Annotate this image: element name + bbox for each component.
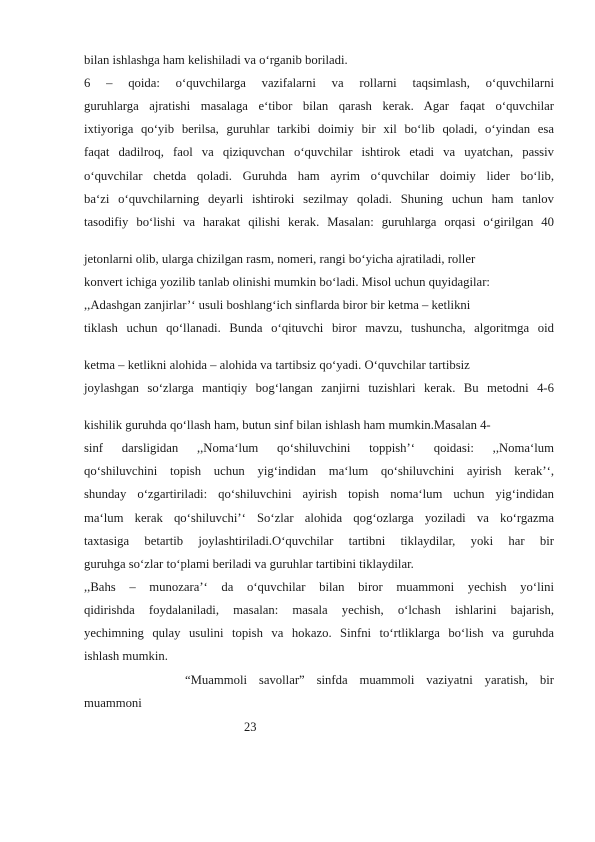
text-line-18: shunday o‘zgartiriladi: qo‘shiluvchini ayirish topish noma‘lum uchun yig‘indidan	[84, 487, 554, 501]
text-line-27: muammoni	[84, 696, 142, 710]
text-line-11: ,,Adashgan zanjirlar’‘ usuli boshlang‘ich sinflarda biror bir ketma – ketlikni	[84, 298, 471, 312]
text-line-17: qo‘shiluvchini topish uchun yig‘indidan ma‘lum qo‘shiluvchini ayirish kerak’‘,	[84, 464, 554, 478]
text-line-21: guruhga so‘zlar to‘plami beriladi va guruhlar tartibini tiklaydilar.	[84, 557, 414, 571]
text-line-19: ma‘lum kerak qo‘shiluvchi’‘ So‘zlar alohida qog‘ozlarga yoziladi va ko‘rgazma	[84, 511, 554, 525]
text-line-22: ,,Bahs – munozara’‘ da o‘quvchilar bilan biror muammoni yechish yo‘lini	[84, 580, 554, 594]
text-line-10: konvert ichiga yozilib tanlab olinishi mumkin bo‘ladi. Misol uchun quyidagilar:	[84, 275, 490, 289]
text-line-26: “Muammoli savollar” sinfda muammoli vaziyatni yaratish, bir	[185, 673, 554, 687]
text-line-23: qidirishda foydalaniladi, masalan: masala yechish, o‘lchash ishlarini bajarish,	[84, 603, 554, 617]
text-line-12: tiklash uchun qo‘llanadi. Bunda o‘qituvchi biror mavzu, tushuncha, algoritmga oid	[84, 321, 554, 335]
text-line-20: taxtasiga betartib joylashtiriladi.O‘quvchilar tartibni tiklaydilar, yoki har bir	[84, 534, 554, 548]
text-line-8: tasodifiy bo‘lishi va harakat qilishi kerak. Masalan: guruhlarga orqasi o‘girilgan 40	[84, 215, 554, 229]
text-line-5: faqat dadilroq, faol va qiziquvchan o‘quvchilar ishtirok etadi va uyatchan, passiv	[84, 145, 554, 159]
text-line-6: o‘quvchilar chetda qoladi. Guruhda ham ayrim o‘quvchilar doimiy lider bo‘lib,	[84, 169, 554, 183]
text-line-1: bilan ishlashga ham kelishiladi va o‘rganib boriladi.	[84, 53, 348, 67]
text-line-24: yechimning qulay usulini topish va hokazo. Sinfni to‘rtliklarga bo‘lish va guruhda	[84, 626, 554, 640]
text-line-4: ixtiyoriga qo‘yib berilsa, guruhlar tarkibi doimiy bir xil bo‘lib qoladi, o‘yindan esa	[84, 122, 554, 136]
page-number: 23	[244, 720, 257, 734]
text-line-14: joylashgan so‘zlarga mantiqiy bog‘langan zanjirni tuzishlari kerak. Bu metodni 4-6	[84, 381, 554, 395]
text-line-3: guruhlarga ajratishi masalaga e‘tibor bilan qarash kerak. Agar faqat o‘quvchilar	[84, 99, 554, 113]
text-line-15: kishilik guruhda qo‘llash ham, butun sinf bilan ishlash ham mumkin.Masalan 4-	[84, 418, 491, 432]
text-line-16: sinf darsligidan ,,Noma‘lum qo‘shiluvchini toppish’‘ qoidasi: ,,Noma‘lum	[84, 441, 554, 455]
text-line-25: ishlash mumkin.	[84, 649, 168, 663]
text-line-9: jetonlarni olib, ularga chizilgan rasm, nomeri, rangi bo‘yicha ajratiladi, roller	[84, 252, 476, 266]
text-line-2: 6 – qoida: o‘quvchilarga vazifalarni va rollarni taqsimlash, o‘quvchilarni	[84, 76, 554, 90]
text-line-13: ketma – ketlikni alohida – alohida va tartibsiz qo‘yadi. O‘quvchilar tartibsiz	[84, 358, 470, 372]
text-line-7: ba‘zi o‘quvchilarning deyarli ishtiroki sezilmay qoladi. Shuning uchun ham tanlov	[84, 192, 554, 206]
